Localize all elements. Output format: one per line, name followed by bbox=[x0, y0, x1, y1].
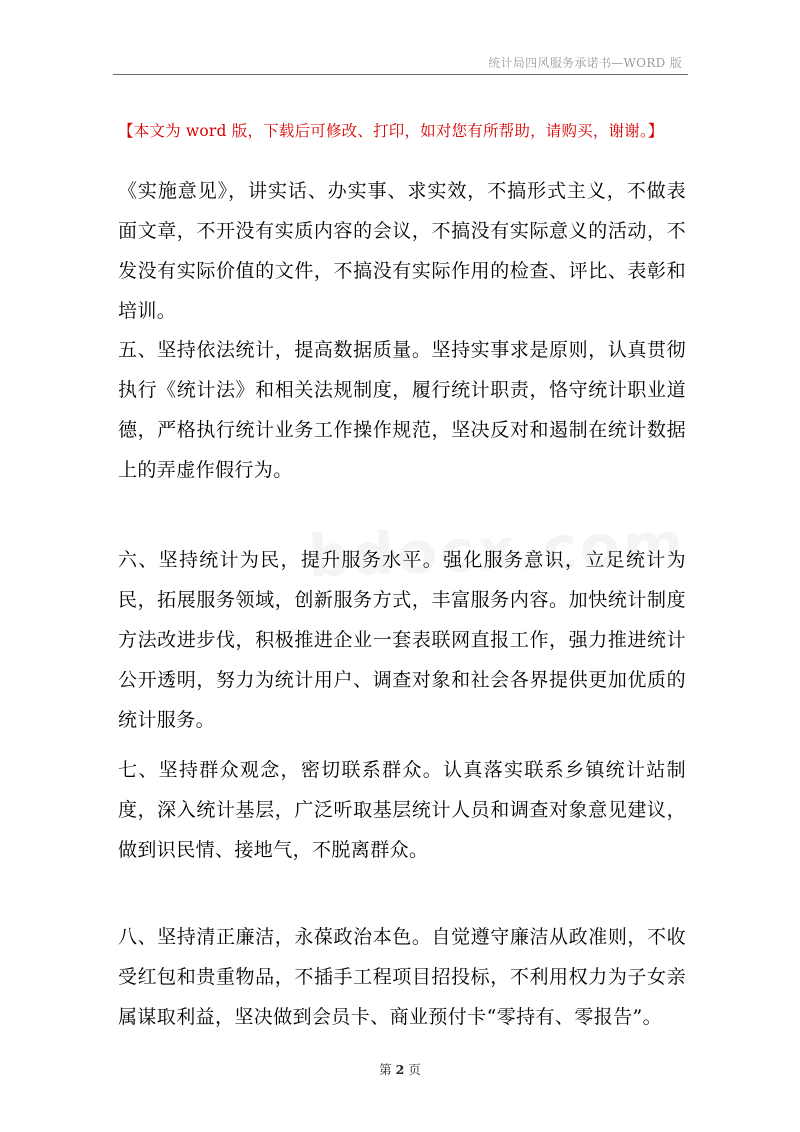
footer-suffix: 页 bbox=[408, 1062, 421, 1077]
footer-prefix: 第 bbox=[379, 1062, 392, 1077]
paragraph-section-8: 八、坚持清正廉洁，永葆政治本色。自觉遵守廉洁从政准则，不收受红包和贵重物品，不插手工程项目招投标，不利用权力为子女亲属谋取利益，坚决做到会员卡、商业预付卡“零持有、零报告”。 bbox=[118, 926, 686, 1028]
paragraph-section-5: 五、坚持依法统计，提高数据质量。坚持实事求是原则，认真贯彻执行《统计法》和相关法规制度，履行统计职责，恪守统计职业道德，严格执行统计业务工作操作规范，坚决反对和遏制在统计数据上的弄虚作假行为。 bbox=[118, 339, 686, 481]
paragraph-intro: 《实施意见》，讲实话、办实事、求实效，不搞形式主义，不做表面文章，不开没有实质内容的会议，不搞没有实际意义的活动，不发没有实际价值的文件，不搞没有实际作用的检查、评比、表彰和培训。 bbox=[118, 180, 686, 322]
purchase-notice: 【本文为 word 版，下载后可修改、打印，如对您有所帮助，请购买，谢谢。】 bbox=[118, 122, 664, 140]
header-divider bbox=[113, 74, 688, 75]
page-footer bbox=[0, 1060, 800, 1078]
paragraph-section-7: 七、坚持群众观念，密切联系群众。认真落实联系乡镇统计站制度，深入统计基层，广泛听取基层统计人员和调查对象意见建议，做到识民情、接地气，不脱离群众。 bbox=[118, 759, 686, 861]
document-header-title: 统计局四风服务承诺书—WORD 版 bbox=[488, 56, 682, 70]
page-number: 2 bbox=[395, 1062, 405, 1077]
paragraph-section-6: 六、坚持统计为民，提升服务水平。强化服务意识，立足统计为民，拓展服务领域，创新服务方式，丰富服务内容。加快统计制度方法改进步伐，积极推进企业一套表联网直报工作，强力推进统计公开透明，努力为统计用户、调查对象和社会各界提供更加优质的统计服务。 bbox=[118, 549, 686, 731]
